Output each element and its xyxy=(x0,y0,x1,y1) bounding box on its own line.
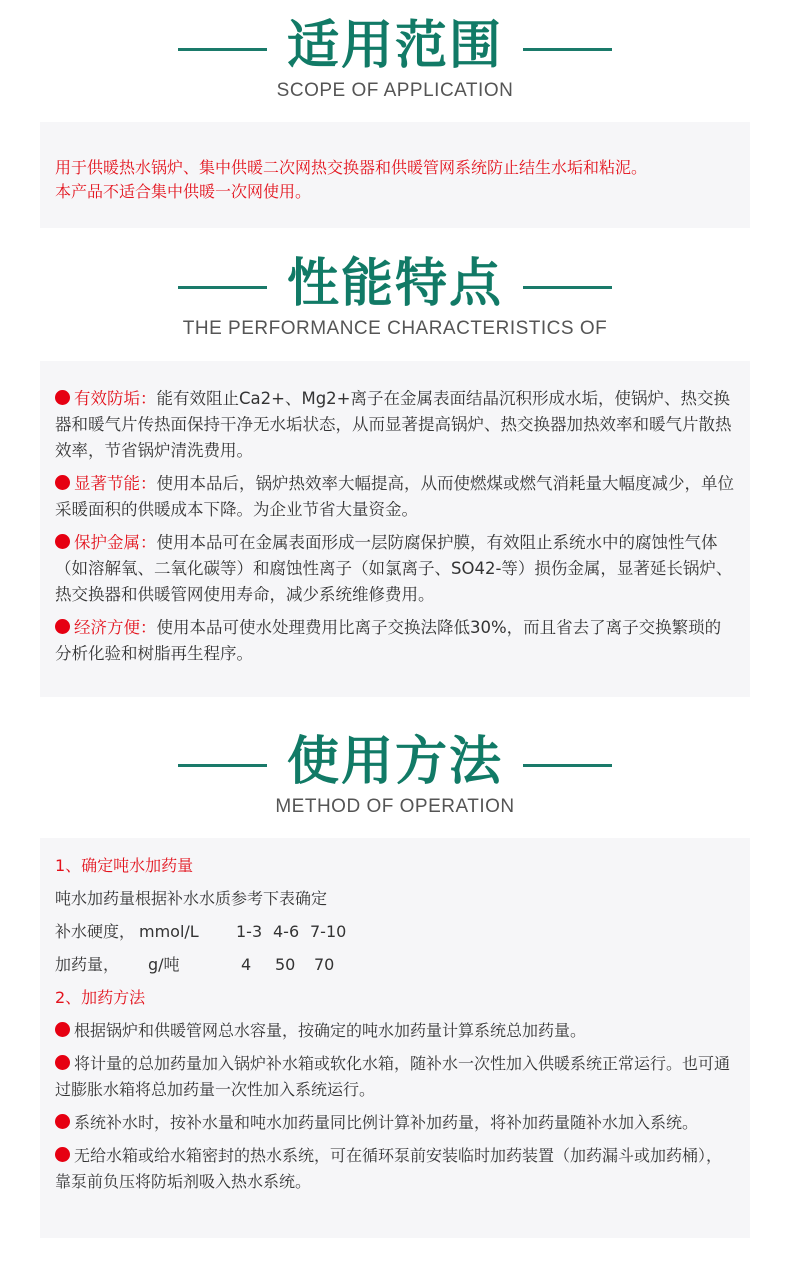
section-heading-operation xyxy=(0,730,790,818)
red-bullet-icon xyxy=(55,1022,70,1037)
table-cell: 70 xyxy=(314,955,335,974)
method-bullet xyxy=(55,1110,734,1136)
scope-panel xyxy=(40,122,750,228)
feature-text: 使用本品可在金属表面形成一层防腐保护膜，有效阻止系统水中的腐蚀性气体（如溶解氧、二氧化碳等）和腐蚀性离子（如氯离子、SO42-等）损伤金属，显著延长锅炉、热交换器和供暖管网使用寿命，减少系统维修费用。 xyxy=(55,533,733,604)
dosage-table-row-hardness xyxy=(55,919,734,945)
feature-text: 使用本品后，锅炉热效率大幅提高，从而使燃煤或燃气消耗量大幅度减少，单位采暖面积的供暖成本下降。为企业节省大量资金。 xyxy=(55,474,734,519)
red-bullet-icon xyxy=(55,534,70,549)
red-bullet-icon xyxy=(55,475,70,490)
method-bullet xyxy=(55,1018,734,1044)
feature-label: 保护金属： xyxy=(74,533,157,552)
table-row-label: 加药量， xyxy=(55,955,120,974)
heading-divider-right xyxy=(523,286,612,289)
red-bullet-icon xyxy=(55,1147,70,1162)
step1-title: 1、确定吨水加药量 xyxy=(55,856,194,875)
step2-title: 2、加药方法 xyxy=(55,988,146,1007)
table-cell: 1-3 xyxy=(236,922,263,941)
section-heading-performance xyxy=(0,252,790,340)
feature-item xyxy=(55,615,734,667)
table-cell: 7-10 xyxy=(310,922,347,941)
section-subtitle: METHOD OF OPERATION xyxy=(275,796,515,817)
feature-item xyxy=(55,530,734,608)
table-row-label: 补水硬度， xyxy=(55,922,136,941)
table-cell: 50 xyxy=(275,955,296,974)
method-bullet xyxy=(55,1143,734,1195)
section-heading-scope xyxy=(0,14,790,102)
bullet-text: 将计量的总加药量加入锅炉补水箱或软化水箱，随补水一次性加入供暖系统正常运行。也可通过膨胀水箱将总加药量一次性加入系统运行。 xyxy=(55,1054,731,1099)
feature-label: 有效防垢： xyxy=(74,389,157,408)
red-bullet-icon xyxy=(55,1114,70,1129)
method-bullet xyxy=(55,1051,734,1103)
heading-divider-right xyxy=(523,48,612,51)
red-bullet-icon xyxy=(55,619,70,634)
dosage-table-row-amount xyxy=(55,952,734,978)
scope-line: 本产品不适合集中供暖一次网使用。 xyxy=(55,182,312,201)
table-cell: 4 xyxy=(241,955,252,974)
bullet-text: 无给水箱或给水箱密封的热水系统，可在循环泵前安装临时加药装置（加药漏斗或加药桶），靠泵前负压将防垢剂吸入热水系统。 xyxy=(55,1146,723,1191)
red-bullet-icon xyxy=(55,1055,70,1070)
feature-label: 显著节能： xyxy=(74,474,157,493)
section-title: 使用方法 xyxy=(286,732,503,792)
operation-panel xyxy=(40,838,750,1238)
bullet-text: 根据锅炉和供暖管网总水容量，按确定的吨水加药量计算系统总加药量。 xyxy=(74,1021,587,1040)
heading-divider-right xyxy=(523,764,612,767)
red-bullet-icon xyxy=(55,390,70,405)
scope-line: 用于供暖热水锅炉、集中供暖二次网热交换器和供暖管网系统防止结生水垢和粘泥。 xyxy=(55,158,648,177)
step1-description: 吨水加药量根据补水水质参考下表确定 xyxy=(55,889,328,908)
section-subtitle: SCOPE OF APPLICATION xyxy=(276,80,514,101)
section-title: 适用范围 xyxy=(286,16,503,76)
performance-panel xyxy=(40,361,750,697)
section-title: 性能特点 xyxy=(286,254,503,314)
feature-item xyxy=(55,386,734,464)
section-subtitle: THE PERFORMANCE CHARACTERISTICS OF xyxy=(182,318,608,339)
table-row-unit: g/吨 xyxy=(148,955,180,974)
feature-item xyxy=(55,471,734,523)
bullet-text: 系统补水时，按补水量和吨水加药量同比例计算补加药量，将补加药量随补水加入系统。 xyxy=(74,1113,699,1132)
feature-text: 使用本品可使水处理费用比离子交换法降低30%，而且省去了离子交换繁琐的分析化验和树脂再生程序。 xyxy=(55,618,722,663)
table-row-unit: mmol/L xyxy=(139,922,199,941)
feature-text: 能有效阻止Ca2+、Mg2+离子在金属表面结晶沉积形成水垢，使锅炉、热交换器和暖气片传热面保持干净无水垢状态，从而显著提高锅炉、热交换器加热效率和暖气片散热效率，节省锅炉清洗费用。 xyxy=(55,389,732,460)
table-cell: 4-6 xyxy=(273,922,300,941)
feature-label: 经济方便： xyxy=(74,618,157,637)
